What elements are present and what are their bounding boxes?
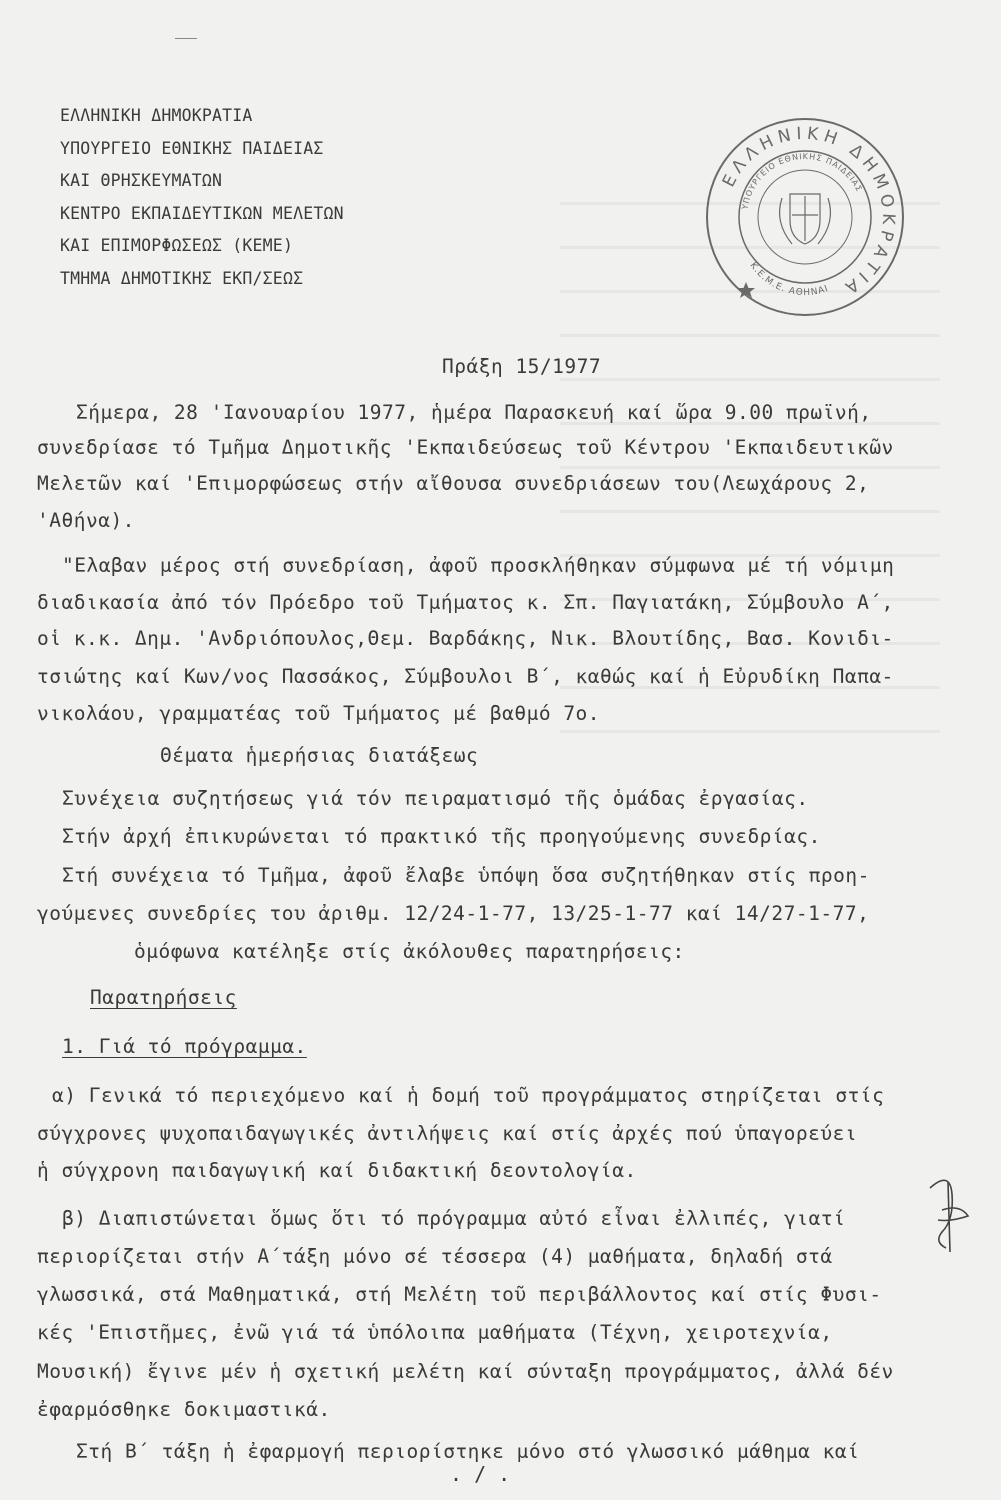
letterhead-line: ΚΕΝΤΡΟ ΕΚΠΑΙΔΕΥΤΙΚΩΝ ΜΕΛΕΤΩΝ <box>60 203 344 223</box>
letterhead-line: ΥΠΟΥΡΓΕΙΟ ΕΘΝΙΚΗΣ ΠΑΙΔΕΙΑΣ <box>60 138 324 158</box>
body-line: ἡ σύγχρονη παιδαγωγική καί διδακτική δεοντολογία. <box>37 1159 637 1182</box>
svg-text:ΥΠΟΥΡΓΕΙΟ ΕΘΝΙΚΗΣ ΠΑΙΔΕΙΑΣ <box>740 152 864 211</box>
svg-text:Κ.Ε.Μ.Ε. ΑΘΗΝΑΙ <box>748 261 831 298</box>
official-seal-stamp <box>700 112 910 322</box>
letterhead-line: ΤΜΗΜΑ ΔΗΜΟΤΙΚΗΣ ΕΚΠ/ΣΕΩΣ <box>60 268 304 288</box>
letterhead-line: ΚΑΙ ΘΡΗΣΚΕΥΜΑΤΩΝ <box>60 171 223 190</box>
seal-bottom-text: Κ.Ε.Μ.Ε. ΑΘΗΝΑΙ <box>747 260 831 299</box>
signature-mark <box>920 1170 975 1260</box>
agenda-heading: Θέματα ἡμερήσιας διατάξεως <box>160 744 479 767</box>
body-line: γούμενες συνεδρίες του ἀριθμ. 12/24-1-77, 13/25-1-77 καί 14/27-1-77, <box>37 902 870 925</box>
body-line: Στήν ἀρχή ἐπικυρώνεται τό πρακτικό τῆς προηγούμενης συνεδρίας. <box>62 825 821 848</box>
body-line: νικολάου, γραμματέας τοῦ Τμήματος μέ βαθμό 7ο. <box>37 702 601 725</box>
body-line: 'Αθήνα). <box>37 509 135 532</box>
body-line: Μουσική) ἔγινε μέν ἡ σχετική μελέτη καί σύνταξη προγράμματος, ἀλλά δέν <box>37 1360 894 1383</box>
coat-of-arms-icon <box>780 194 831 244</box>
body-line: σύγχρονες ψυχοπαιδαγωγικές ἀντιλήψεις καί στίς ἀρχές πού ὑπαγορεύει <box>37 1122 858 1145</box>
letterhead <box>60 100 344 295</box>
act-number: Πράξη 15/1977 <box>442 355 602 378</box>
body-line: α) Γενικά τό περιεχόμενο καί ἡ δομή τοῦ προγράμματος στηρίζεται στίς <box>52 1084 885 1107</box>
body-line: Στή συνέχεια τό Τμῆμα, ἀφοῦ ἔλαβε ὑπόψη ὅσα συζητήθηκαν στίς προη- <box>62 864 870 887</box>
page-continuation-mark: . / . <box>450 1462 511 1486</box>
body-line: ἐφαρμόσθηκε δοκιμαστικά. <box>37 1398 331 1421</box>
seal-inner-text: ΥΠΟΥΡΓΕΙΟ ΕΘΝΙΚΗΣ ΠΑΙΔΕΙΑΣ <box>740 151 864 211</box>
observations-heading: Παρατηρήσεις <box>90 986 237 1009</box>
body-line: τσιώτης καί Κων/νος Πασσάκος, Σύμβουλοι Β΄, καθώς καί ἡ Εὐρυδίκη Παπα- <box>37 665 894 688</box>
body-line: Μελετῶν καί 'Επιμορφώσεως στήν αἴθουσα συνεδριάσεων του(Λεωχάρους 2, <box>37 472 870 495</box>
body-line: Σήμερα, 28 'Ιανουαρίου 1977, ἡμέρα Παρασκευή καί ὥρα 9.00 πρωϊνή, <box>76 401 872 424</box>
letterhead-line: ΕΛΛΗΝΙΚΗ ΔΗΜΟΚΡΑΤΙΑ <box>60 106 253 125</box>
body-line: Συνέχεια συζητήσεως γιά τόν πειραματισμό τῆς ὁμάδας ἐργασίας. <box>62 787 809 810</box>
letterhead-line: ΚΑΙ ΕΠΙΜΟΡΦΩΣΕΩΣ (ΚΕΜΕ) <box>60 236 294 255</box>
body-line: "Ελαβαν μέρος στή συνεδρίαση, ἀφοῦ προσκλήθηκαν σύμφωνα μέ τή νόμιμη <box>62 554 895 577</box>
seal-outer-text: ΕΛΛΗΝΙΚΗ ΔΗΜΟΚΡΑΤΙΑ <box>718 123 899 300</box>
scan-mark <box>175 38 197 39</box>
body-line: συνεδρίασε τό Τμῆμα Δημοτικῆς 'Εκπαιδεύσεως τοῦ Κέντρου 'Εκπαιδευτικῶν <box>37 436 894 459</box>
body-line: διαδικασία ἀπό τόν Πρόεδρο τοῦ Τμήματος κ. Σπ. Παγιατάκη, Σύμβουλο Α΄, <box>37 591 894 614</box>
body-line: β) Διαπιστώνεται ὅμως ὅτι τό πρόγραμμα αὐτό εἶναι ἐλλιπές, γιατί <box>62 1207 846 1230</box>
body-line: κές 'Επιστῆμες, ἐνῶ γιά τά ὑπόλοιπα μαθήματα (Τέχνη, χειροτεχνία, <box>37 1321 833 1344</box>
body-line: Στή Β΄ τάξη ἡ ἐφαρμογή περιορίστηκε μόνο στό γλωσσικό μάθημα καί <box>76 1440 860 1463</box>
body-line: ὁμόφωνα κατέληξε στίς ἀκόλουθες παρατηρήσεις: <box>134 940 685 963</box>
body-line: οἱ κ.κ. Δημ. 'Ανδριόπουλος,Θεμ. Βαρδάκης, Νικ. Βλουτίδης, Βασ. Κονιδι- <box>37 627 894 650</box>
body-line: γλωσσικά, στά Μαθηματικά, στή Μελέτη τοῦ περιβάλλοντος καί στίς Φυσι- <box>37 1283 882 1306</box>
section-heading-program: 1. Γιά τό πρόγραμμα. <box>62 1035 307 1058</box>
body-line: περιορίζεται στήν Α΄τάξη μόνο σέ τέσσερα (4) μαθήματα, δηλαδή στά <box>37 1245 833 1268</box>
